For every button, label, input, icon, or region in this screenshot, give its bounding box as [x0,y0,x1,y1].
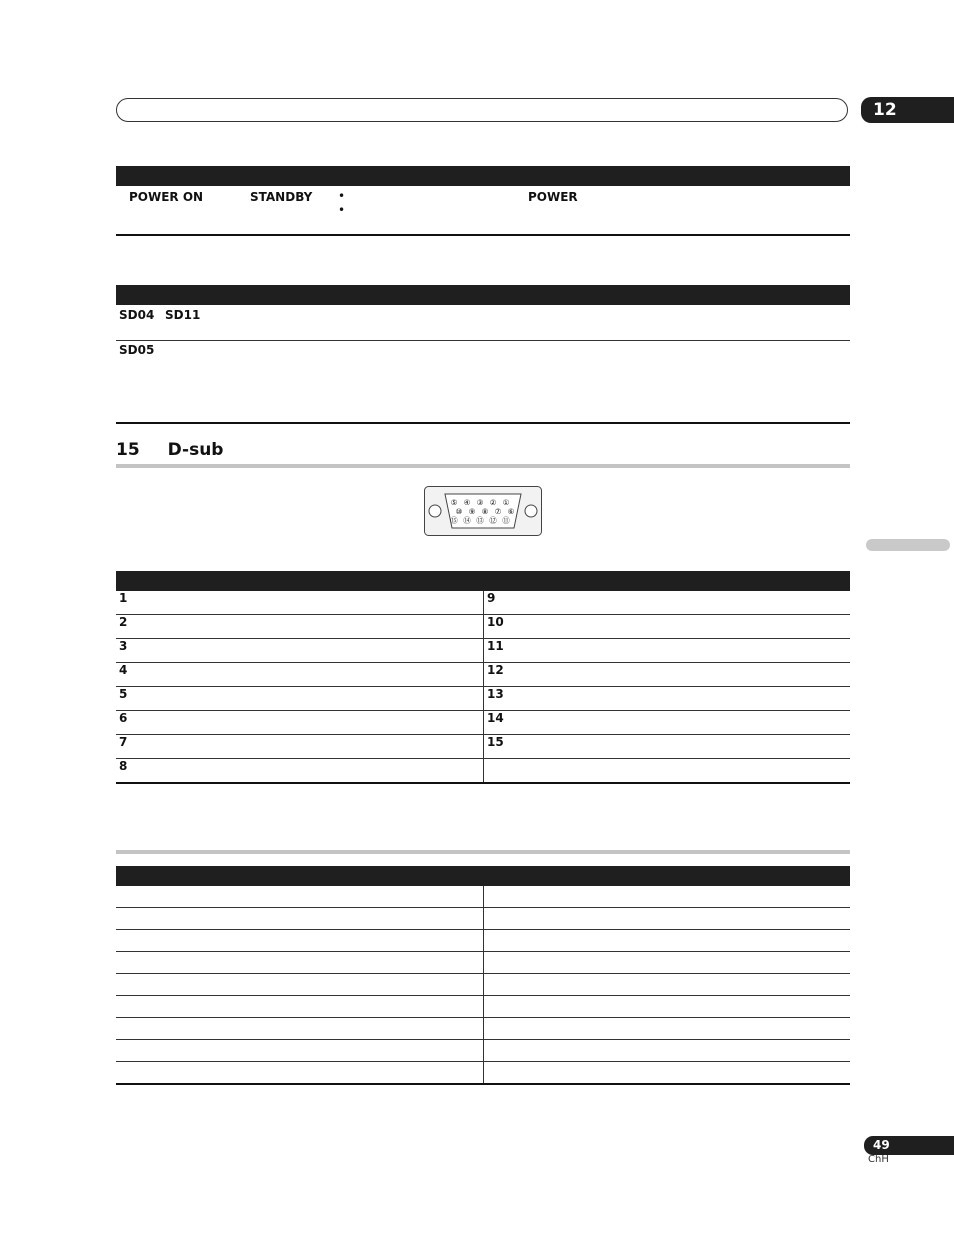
table-row [116,930,850,952]
pin-5: ⑤ [450,498,458,507]
pin-cell: 15 [484,735,851,759]
pin-cell: 7 [116,735,484,759]
bullet-2: • [338,203,346,217]
table-row [116,735,850,759]
table-cell [116,1040,484,1062]
pin-cell: 3 [116,639,484,663]
table-cell [116,1018,484,1040]
sd-table-bottom-rule [116,422,850,424]
pin-11: ⑪ [502,516,510,525]
table-row [116,908,850,930]
sd-table-header [116,285,850,305]
table-cell [484,1062,851,1085]
pin-cell: 10 [484,615,851,639]
pin-cell: 11 [484,639,851,663]
pin-cell: 14 [484,711,851,735]
bullet-1: • [338,189,346,203]
pin-table-header [116,571,850,591]
mount-hole-left [429,505,441,517]
table-cell [484,930,851,952]
pin-cell: 6 [116,711,484,735]
pin-13: ⑬ [476,516,484,525]
table-row [116,591,850,615]
table-row [116,1040,850,1062]
table-cell [484,974,851,996]
pin-1: ① [502,498,510,507]
power-table-header [116,166,850,186]
pin-cell: 1 [116,591,484,615]
pin-7: ⑦ [494,507,502,516]
pin-cell: 2 [116,615,484,639]
sd11-label: SD11 [165,308,201,322]
pin-6: ⑥ [507,507,515,516]
section-underline [116,464,850,468]
pin-cell: 5 [116,687,484,711]
section-heading [116,440,223,460]
power-table-bottom-rule [116,234,850,236]
sd04-label: SD04 [119,308,155,322]
table-row [116,886,850,908]
sd-table-row-divider [116,340,850,341]
table-cell [484,886,851,908]
power-on-label: POWER ON [129,190,204,204]
table-row [116,639,850,663]
spec-table-header [116,866,850,886]
table-row [116,974,850,996]
chapter-number-tab: 12 [861,97,954,123]
pin-cell: 8 [116,759,484,784]
table-cell [116,886,484,908]
language-code: ChH [868,1154,889,1165]
power-label: POWER [528,190,578,204]
table-row [116,687,850,711]
table-cell [484,908,851,930]
pin-table [116,591,850,784]
table-cell [484,1040,851,1062]
pin-cell: 9 [484,591,851,615]
standby-label: STANDBY [250,190,313,204]
table-cell [116,952,484,974]
page-number-tab: 49 [864,1136,954,1155]
section-title: D-sub [167,440,224,460]
table-row [116,996,850,1018]
sd05-label: SD05 [119,343,155,357]
pin-10: ⑩ [455,507,463,516]
table-row [116,711,850,735]
pin-2: ② [489,498,497,507]
table-row [116,1062,850,1085]
pin-cell: 12 [484,663,851,687]
pin-cell: 13 [484,687,851,711]
spec-table [116,886,850,1085]
table-cell [116,908,484,930]
table-cell [484,1018,851,1040]
pin-14: ⑭ [463,516,471,525]
table-row [116,1018,850,1040]
pin-8: ⑧ [481,507,489,516]
pin-3: ③ [476,498,484,507]
table-row [116,759,850,784]
table-row [116,952,850,974]
mount-hole-right [525,505,537,517]
table-cell [116,1062,484,1085]
pin-4: ④ [463,498,471,507]
table-cell [484,952,851,974]
pin-12: ⑫ [489,516,497,525]
pin-15: ⑮ [450,516,458,525]
side-index-tab [866,539,950,551]
section-divider [116,850,850,854]
table-cell [116,930,484,952]
table-row [116,663,850,687]
table-row [116,615,850,639]
chapter-header-frame [116,98,848,122]
pin-9: ⑨ [468,507,476,516]
dsub-connector-diagram [424,486,542,536]
pin-cell [484,759,851,784]
table-cell [116,974,484,996]
table-cell [484,996,851,1018]
section-number: 15 [116,440,140,460]
table-cell [116,996,484,1018]
pin-cell: 4 [116,663,484,687]
